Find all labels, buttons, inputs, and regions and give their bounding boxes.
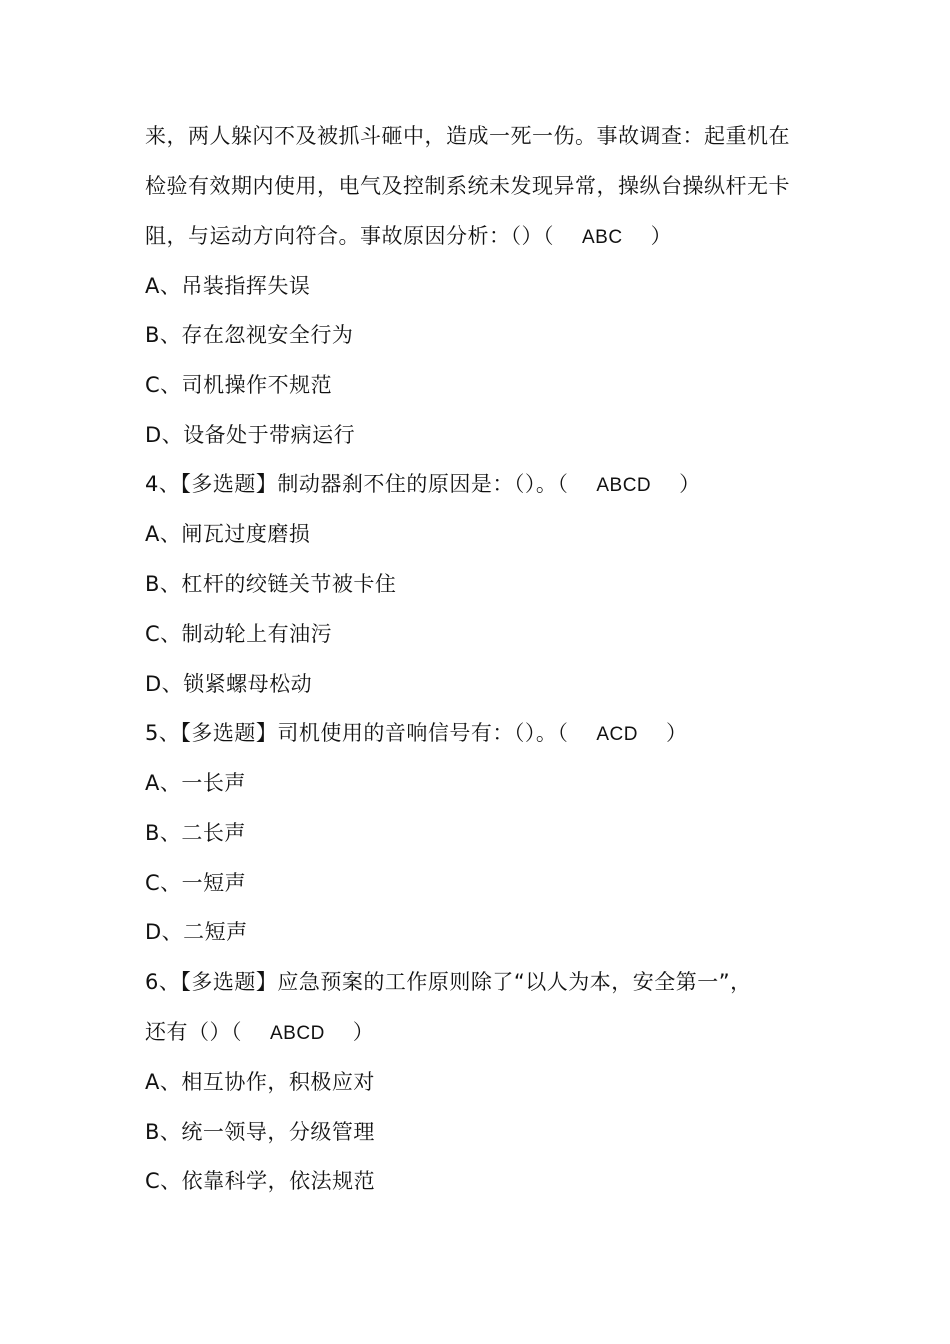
option-d: D、锁紧螺母松动 — [145, 672, 313, 696]
option-d: D、二短声 — [145, 920, 248, 944]
question-6-line-2 — [145, 1012, 374, 1052]
option-b: B、存在忽视安全行为 — [145, 323, 354, 347]
answer-close: ） — [352, 1020, 375, 1044]
intro-line-3 — [145, 216, 672, 256]
answer-key: ABC — [582, 227, 623, 248]
option-b: B、杠杆的绞链关节被卡住 — [145, 572, 397, 596]
answer-close: ） — [679, 472, 701, 496]
answer-close: ） — [665, 721, 688, 745]
question-6-line-1: 6、【多选题】应急预案的工作原则除了“以人为本，安全第一”， — [145, 970, 752, 994]
option-a: A、相互协作，积极应对 — [145, 1070, 375, 1094]
answer-key: ACD — [596, 724, 638, 745]
option-a: A、吊装指挥失误 — [145, 274, 311, 298]
option-b: B、统一领导，分级管理 — [145, 1120, 375, 1144]
option-a: A、闸瓦过度磨损 — [145, 522, 311, 546]
question-text: 5、【多选题】司机使用的音响信号有：（）。（ — [145, 721, 569, 745]
answer-close: ） — [650, 224, 673, 248]
option-c: C、一短声 — [145, 871, 247, 895]
question-5 — [145, 713, 687, 753]
option-d: D、设备处于带病运行 — [145, 423, 356, 447]
answer-key: ABCD — [596, 475, 652, 496]
answer-key: ABCD — [270, 1023, 325, 1044]
question-text: 还有（）（ — [145, 1020, 242, 1044]
intro-line-2: 检验有效期内使用，电气及控制系统未发现异常，操纵台操纵杆无卡 — [145, 174, 790, 198]
option-c: C、制动轮上有油污 — [145, 622, 333, 646]
option-a: A、一长声 — [145, 771, 246, 795]
option-b: B、二长声 — [145, 821, 246, 845]
option-c: C、依靠科学，依法规范 — [145, 1169, 376, 1193]
question-text: 阻，与运动方向符合。事故原因分析：（）（ — [145, 224, 554, 248]
question-text: 4、【多选题】制动器刹不住的原因是：（）。（ — [145, 472, 569, 496]
question-4 — [145, 464, 701, 504]
intro-line-1: 来，两人躲闪不及被抓斗砸中，造成一死一伤。事故调查：起重机在 — [145, 124, 790, 148]
option-c: C、司机操作不规范 — [145, 373, 333, 397]
